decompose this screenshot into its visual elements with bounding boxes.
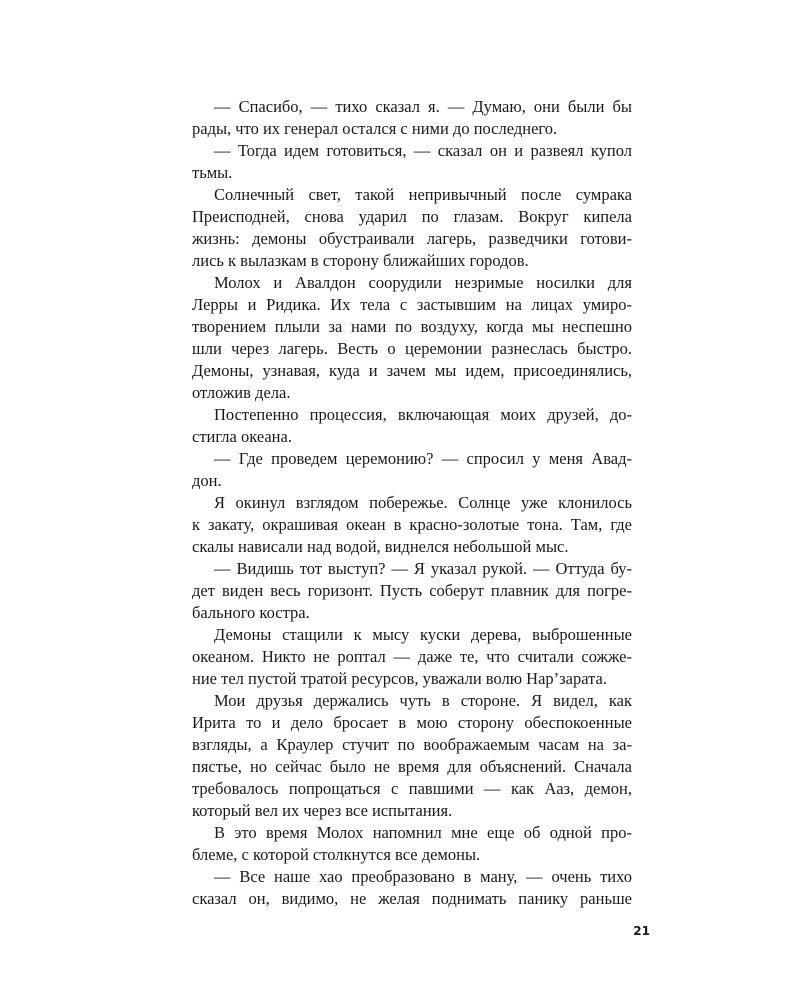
text-line: сказал он, видимо, не желая поднимать панику раньше [192, 889, 632, 908]
text-line: творением плыли за нами по воздуху, когда мы неспешно [192, 317, 632, 336]
text-line: Лерры и Ридика. Их тела с застывшим на лицах умиро- [192, 295, 632, 314]
text-line: жизнь: демоны обустраивали лагерь, разведчики готови- [192, 229, 632, 248]
text-line: стигла океана. [192, 427, 292, 446]
text-line: Преисподней, снова ударил по глазам. Вокруг кипела [192, 207, 632, 226]
page-number: 21 [633, 924, 650, 938]
text-line: рады, что их генерал остался с ними до последнего. [192, 119, 558, 138]
text-line: дон. [192, 471, 222, 490]
text-line: Демоны, узнавая, куда и зачем мы идем, присоединялись, [192, 361, 632, 380]
text-line: который вел их через все испытания. [192, 801, 453, 820]
text-line: Я окинул взглядом побережье. Солнце уже клонилось [214, 493, 632, 512]
text-line: отложив дела. [192, 383, 291, 402]
text-line: шли через лагерь. Весть о церемонии разнеслась быстро. [192, 339, 632, 358]
text-line: тьмы. [192, 163, 233, 182]
text-line: Мои друзья держались чуть в стороне. Я видел, как [214, 691, 632, 710]
text-line: дет виден весь горизонт. Пусть соберут плавник для погре- [192, 581, 632, 600]
text-line: Постепенно процессия, включающая моих друзей, до- [214, 405, 632, 424]
text-line: Демоны стащили к мысу куски дерева, выброшенные [214, 625, 632, 644]
text-line: — Спасибо, — тихо сказал я. — Думаю, они были бы [214, 97, 632, 116]
text-line: — Тогда идем готовиться, — сказал он и развеял купол [214, 141, 632, 160]
text-line: Солнечный свет, такой непривычный после сумрака [214, 185, 632, 204]
text-line: — Где проведем церемонию? — спросил у меня Авад- [214, 449, 632, 468]
text-line: лись к вылазкам в сторону ближайших городов. [192, 251, 529, 270]
text-line: Ирита то и дело бросает в мою сторону обеспокоенные [192, 713, 632, 732]
text-line: бального костра. [192, 603, 310, 622]
text-line: — Все наше хао преобразовано в ману, — очень тихо [214, 867, 632, 886]
text-line: пястье, но сейчас было не время для объяснений. Сначала [192, 757, 632, 776]
text-line: Молох и Авалдон соорудили незримые носилки для [214, 273, 632, 292]
text-line: к закату, окрашивая океан в красно-золотые тона. Там, где [192, 515, 632, 534]
text-line: взгляды, а Краулер стучит по воображаемым часам на за- [192, 735, 632, 754]
text-line: скалы нависали над водой, виднелся небольшой мыс. [192, 537, 569, 556]
page-body-text [192, 96, 632, 910]
text-line: океаном. Никто не роптал — даже те, что считали сожже- [192, 647, 632, 666]
text-line: В это время Молох напомнил мне еще об одной про- [214, 823, 632, 842]
text-line: блеме, с которой столкнутся все демоны. [192, 845, 481, 864]
text-line: ние тел пустой тратой ресурсов, уважали волю Нар’зарата. [192, 669, 607, 688]
text-line: — Видишь тот выступ? — Я указал рукой. — Оттуда бу- [214, 559, 632, 578]
text-line: требовалось попрощаться с павшими — как Ааз, демон, [192, 779, 632, 798]
